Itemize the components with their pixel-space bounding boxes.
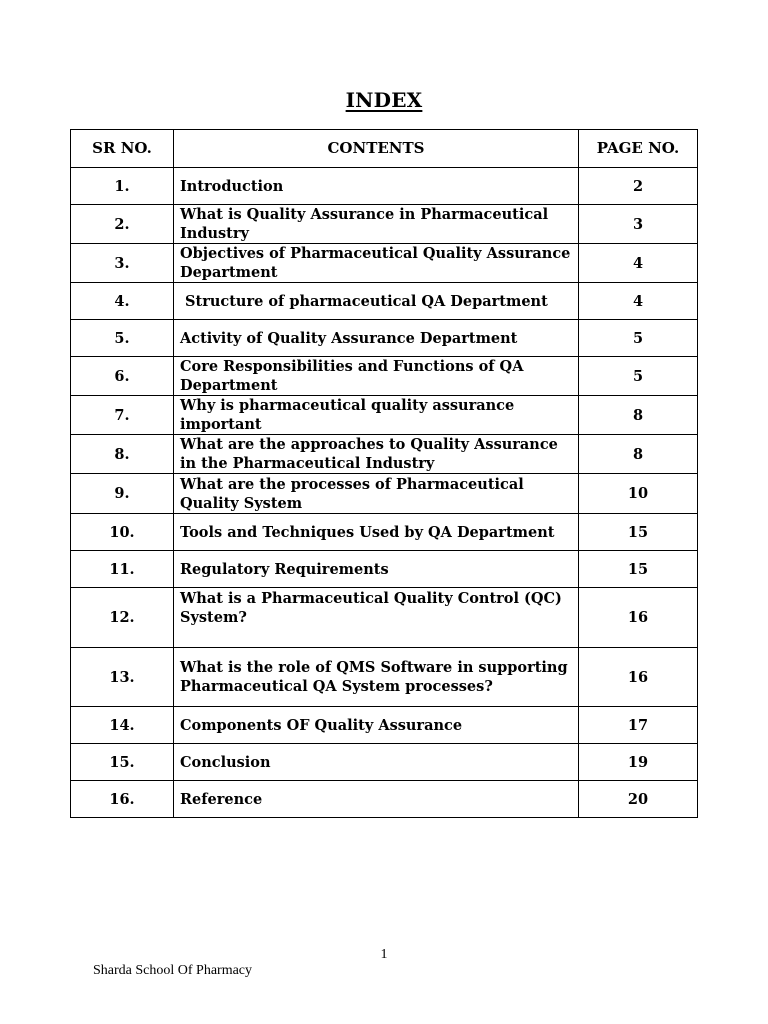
table-row <box>71 320 698 357</box>
table-row <box>71 588 698 648</box>
table-row <box>71 396 698 435</box>
row-page-no: 4 <box>579 244 698 283</box>
table-row <box>71 435 698 474</box>
row-content: Why is pharmaceutical quality assurance important <box>174 396 579 435</box>
row-page-no: 4 <box>579 283 698 320</box>
row-sr-no: 2. <box>71 205 174 244</box>
row-page-no: 20 <box>579 781 698 818</box>
row-sr-no: 1. <box>71 168 174 205</box>
header-contents: CONTENTS <box>174 130 579 168</box>
table-row <box>71 707 698 744</box>
row-sr-no: 14. <box>71 707 174 744</box>
row-page-no: 17 <box>579 707 698 744</box>
row-content: Regulatory Requirements <box>174 551 579 588</box>
row-content: What is Quality Assurance in Pharmaceutical Industry <box>174 205 579 244</box>
table-row <box>71 474 698 514</box>
header-page-no: PAGE NO. <box>579 130 698 168</box>
table-row <box>71 744 698 781</box>
row-content: Conclusion <box>174 744 579 781</box>
row-page-no: 3 <box>579 205 698 244</box>
row-content: What is a Pharmaceutical Quality Control (QC) System? <box>174 588 579 648</box>
row-sr-no: 9. <box>71 474 174 514</box>
row-page-no: 15 <box>579 551 698 588</box>
table-row <box>71 781 698 818</box>
table-header-row <box>71 130 698 168</box>
row-content: Activity of Quality Assurance Department <box>174 320 579 357</box>
table-row <box>71 168 698 205</box>
row-content: Introduction <box>174 168 579 205</box>
table-row <box>71 244 698 283</box>
table-row <box>71 283 698 320</box>
table-row <box>71 648 698 707</box>
row-sr-no: 15. <box>71 744 174 781</box>
row-content: What are the processes of Pharmaceutical Quality System <box>174 474 579 514</box>
page-number: 1 <box>380 947 388 962</box>
row-page-no: 10 <box>579 474 698 514</box>
page-title: INDEX <box>345 88 423 112</box>
row-content: Components OF Quality Assurance <box>174 707 579 744</box>
row-content: What is the role of QMS Software in supporting Pharmaceutical QA System processes? <box>174 648 579 707</box>
row-page-no: 2 <box>579 168 698 205</box>
table-row <box>71 205 698 244</box>
row-page-no: 8 <box>579 396 698 435</box>
row-sr-no: 4. <box>71 283 174 320</box>
table-row <box>71 357 698 396</box>
row-page-no: 5 <box>579 320 698 357</box>
row-content: What are the approaches to Quality Assurance in the Pharmaceutical Industry <box>174 435 579 474</box>
row-page-no: 16 <box>579 588 698 648</box>
table-row <box>71 551 698 588</box>
index-table <box>70 129 698 818</box>
row-page-no: 8 <box>579 435 698 474</box>
row-page-no: 16 <box>579 648 698 707</box>
row-page-no: 19 <box>579 744 698 781</box>
row-sr-no: 16. <box>71 781 174 818</box>
row-sr-no: 7. <box>71 396 174 435</box>
row-sr-no: 8. <box>71 435 174 474</box>
footer-school-name: Sharda School Of Pharmacy <box>93 963 253 978</box>
row-sr-no: 11. <box>71 551 174 588</box>
row-sr-no: 12. <box>71 588 174 648</box>
table-row <box>71 514 698 551</box>
row-content: Tools and Techniques Used by QA Department <box>174 514 579 551</box>
row-page-no: 5 <box>579 357 698 396</box>
row-sr-no: 13. <box>71 648 174 707</box>
row-sr-no: 5. <box>71 320 174 357</box>
row-sr-no: 3. <box>71 244 174 283</box>
row-sr-no: 6. <box>71 357 174 396</box>
row-content: Reference <box>174 781 579 818</box>
row-content: Structure of pharmaceutical QA Department <box>174 283 579 320</box>
row-content: Objectives of Pharmaceutical Quality Assurance Department <box>174 244 579 283</box>
row-sr-no: 10. <box>71 514 174 551</box>
row-page-no: 15 <box>579 514 698 551</box>
header-sr-no: SR NO. <box>71 130 174 168</box>
row-content: Core Responsibilities and Functions of QA Department <box>174 357 579 396</box>
